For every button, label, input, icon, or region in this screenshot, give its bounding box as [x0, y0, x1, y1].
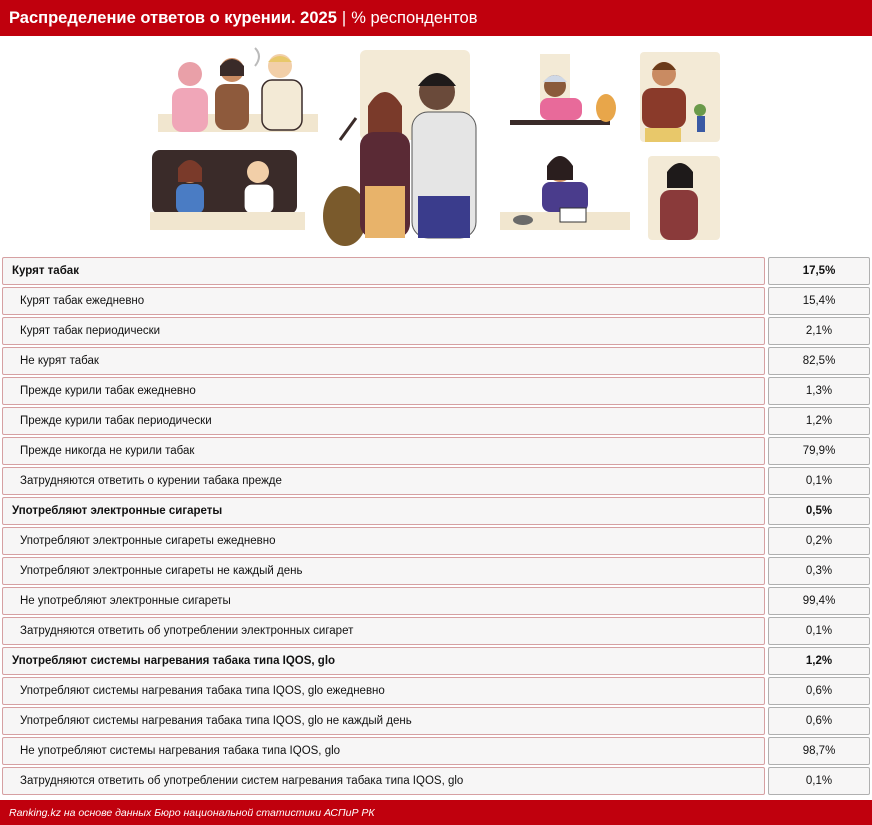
table-row: [0, 646, 872, 676]
row-label: Затрудняются ответить об употреблении систем нагревания табака типа IQOS, glo: [2, 767, 765, 795]
table-row: [0, 676, 872, 706]
row-value: 0,1%: [768, 617, 870, 645]
cafe-couple-figure: [150, 150, 305, 230]
table-row: [0, 376, 872, 406]
row-label: Употребляют системы нагревания табака типа IQOS, glo: [2, 647, 765, 675]
row-label: Прежде курили табак периодически: [2, 407, 765, 435]
row-label: Прежде никогда не курили табак: [2, 437, 765, 465]
row-value: 0,3%: [768, 557, 870, 585]
table-row: [0, 466, 872, 496]
row-value: 79,9%: [768, 437, 870, 465]
source-note: Ranking.kz на основе данных Бюро национальной статистики АСПиР РК: [9, 806, 375, 819]
title-separator: |: [341, 8, 347, 27]
table-row: [0, 616, 872, 646]
row-label: Употребляют системы нагревания табака типа IQOS, glo ежедневно: [2, 677, 765, 705]
table-row: [0, 736, 872, 766]
row-label: Употребляют электронные сигареты ежедневно: [2, 527, 765, 555]
central-pair-figure: [323, 50, 476, 246]
row-label: Курят табак: [2, 257, 765, 285]
row-label: Употребляют электронные сигареты: [2, 497, 765, 525]
people-smoking-illustration: [0, 36, 872, 256]
row-label: Не употребляют системы нагревания табака типа IQOS, glo: [2, 737, 765, 765]
row-value: 99,4%: [768, 587, 870, 615]
table-row: [0, 556, 872, 586]
row-label: Употребляют системы нагревания табака типа IQOS, glo не каждый день: [2, 707, 765, 735]
phone-smoker-figure: [510, 54, 616, 125]
table-row: [0, 346, 872, 376]
row-value: 1,2%: [768, 407, 870, 435]
row-label: Курят табак периодически: [2, 317, 765, 345]
table-row: [0, 286, 872, 316]
smoking-table: [0, 256, 872, 796]
standing-smoker-figure: [648, 156, 720, 240]
header-bar: [0, 0, 872, 36]
table-row: [0, 526, 872, 556]
row-value: 0,2%: [768, 527, 870, 555]
row-value: 0,1%: [768, 767, 870, 795]
table-row: [0, 586, 872, 616]
row-value: 2,1%: [768, 317, 870, 345]
row-value: 0,6%: [768, 677, 870, 705]
table-row: [0, 496, 872, 526]
row-label: Употребляют электронные сигареты не каждый день: [2, 557, 765, 585]
row-value: 0,5%: [768, 497, 870, 525]
table-row: [0, 406, 872, 436]
table-row: [0, 706, 872, 736]
chart-title: Распределение ответов о курении. 2025: [9, 8, 337, 27]
row-value: 0,6%: [768, 707, 870, 735]
row-label: Прежде курили табак ежедневно: [2, 377, 765, 405]
table-row: [0, 256, 872, 286]
row-value: 17,5%: [768, 257, 870, 285]
row-value: 15,4%: [768, 287, 870, 315]
row-label: Затрудняются ответить об употреблении электронных сигарет: [2, 617, 765, 645]
row-label: Курят табак ежедневно: [2, 287, 765, 315]
bearded-smoker-figure: [640, 52, 720, 142]
desk-smoker-figure: [500, 156, 630, 230]
row-value: 1,3%: [768, 377, 870, 405]
row-value: 0,1%: [768, 467, 870, 495]
row-label: Затрудняются ответить о курении табака прежде: [2, 467, 765, 495]
row-value: 82,5%: [768, 347, 870, 375]
footer-bar: [0, 800, 872, 825]
row-value: 98,7%: [768, 737, 870, 765]
table-row: [0, 316, 872, 346]
table-row: [0, 436, 872, 466]
table-row: [0, 766, 872, 796]
row-value: 1,2%: [768, 647, 870, 675]
units-label: % респондентов: [351, 8, 478, 27]
row-label: Не курят табак: [2, 347, 765, 375]
row-label: Не употребляют электронные сигареты: [2, 587, 765, 615]
group-smokers-figure: [158, 48, 318, 132]
